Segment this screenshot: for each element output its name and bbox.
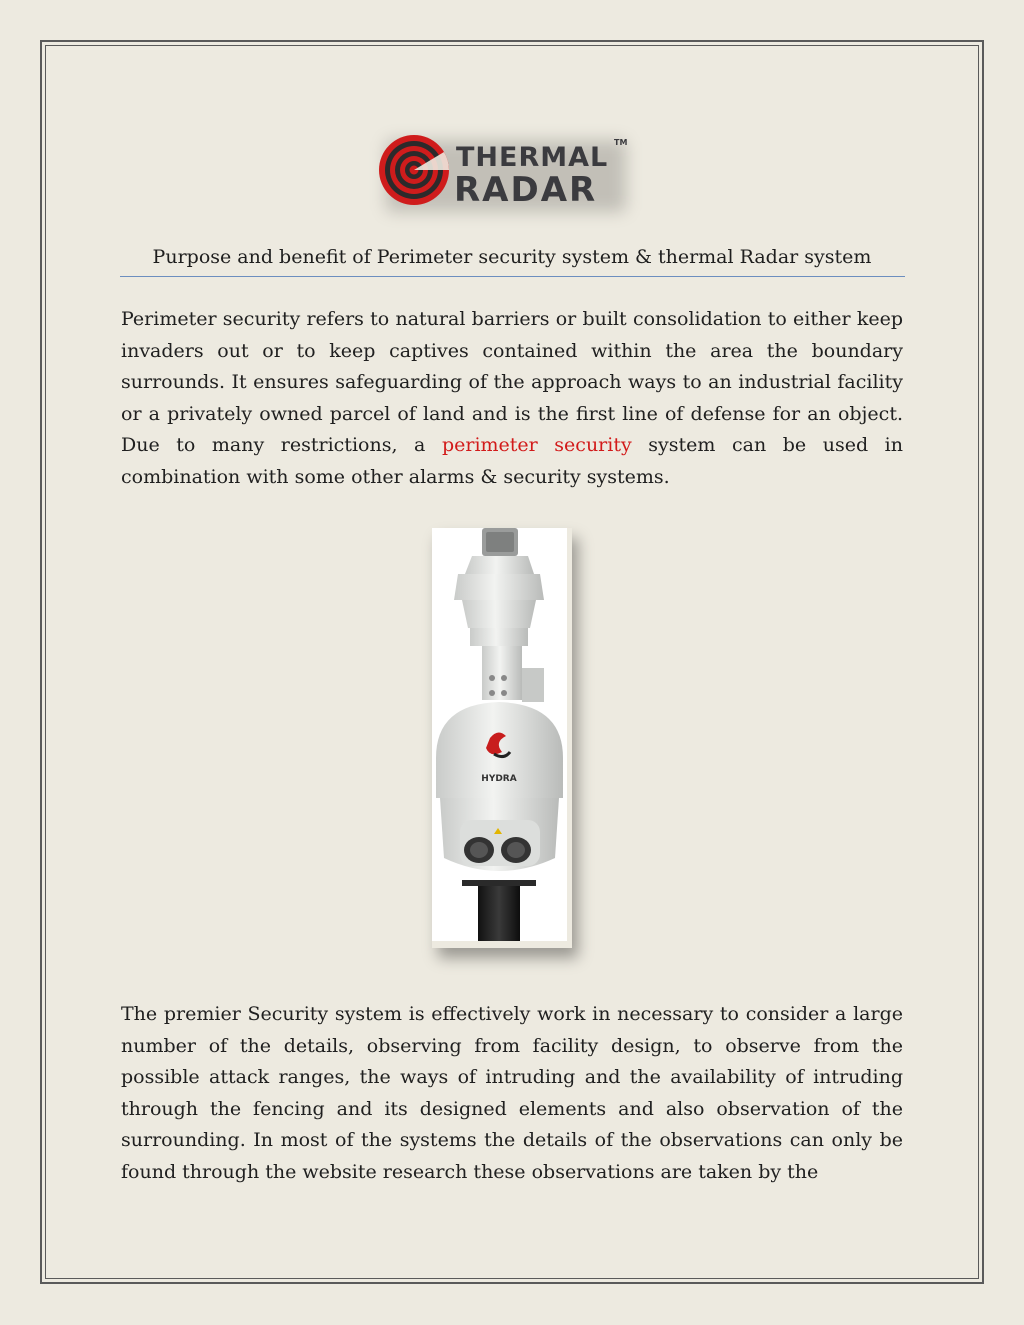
perimeter-security-link[interactable]: perimeter security (441, 434, 632, 457)
thermal-radar-logo (378, 130, 628, 210)
logo-word-thermal: THERMAL (456, 142, 609, 173)
second-paragraph: The premier Security system is effectively work in necessary to consider a large number of the details, observing from facility design, to observe from the possible attack ranges, the ways of intruding and the availability of intruding through the fencing and its designed elements and also observation of the surrounding. In most of the systems the details of the observations can only be found through the website research these observations are taken by the (121, 1003, 903, 1183)
logo-trademark: TM (614, 138, 628, 147)
document-title: Purpose and benefit of Perimeter security system & thermal Radar system (152, 246, 872, 268)
camera-brand-label: HYDRA (481, 774, 517, 784)
title-underline (120, 276, 905, 277)
logo-word-radar: RADAR (454, 170, 598, 210)
intro-text-part1: Perimeter security refers to natural barriers or built consolidation to either keep invaders out or to keep captives contained within the area the boundary surrounds. It ensures safeguarding of the approach ways to an industrial facility or a privately owned parcel of land and is the first line of defense for an object. Due to many restrictions, a (121, 308, 903, 457)
security-camera-illustration (432, 528, 567, 941)
radar-rings-icon (378, 130, 458, 210)
hydra-camera-photo (432, 528, 567, 941)
intro-paragraph (121, 304, 903, 494)
intro-text-part2: system can be used in combination with some other alarms & security systems. (121, 434, 903, 488)
